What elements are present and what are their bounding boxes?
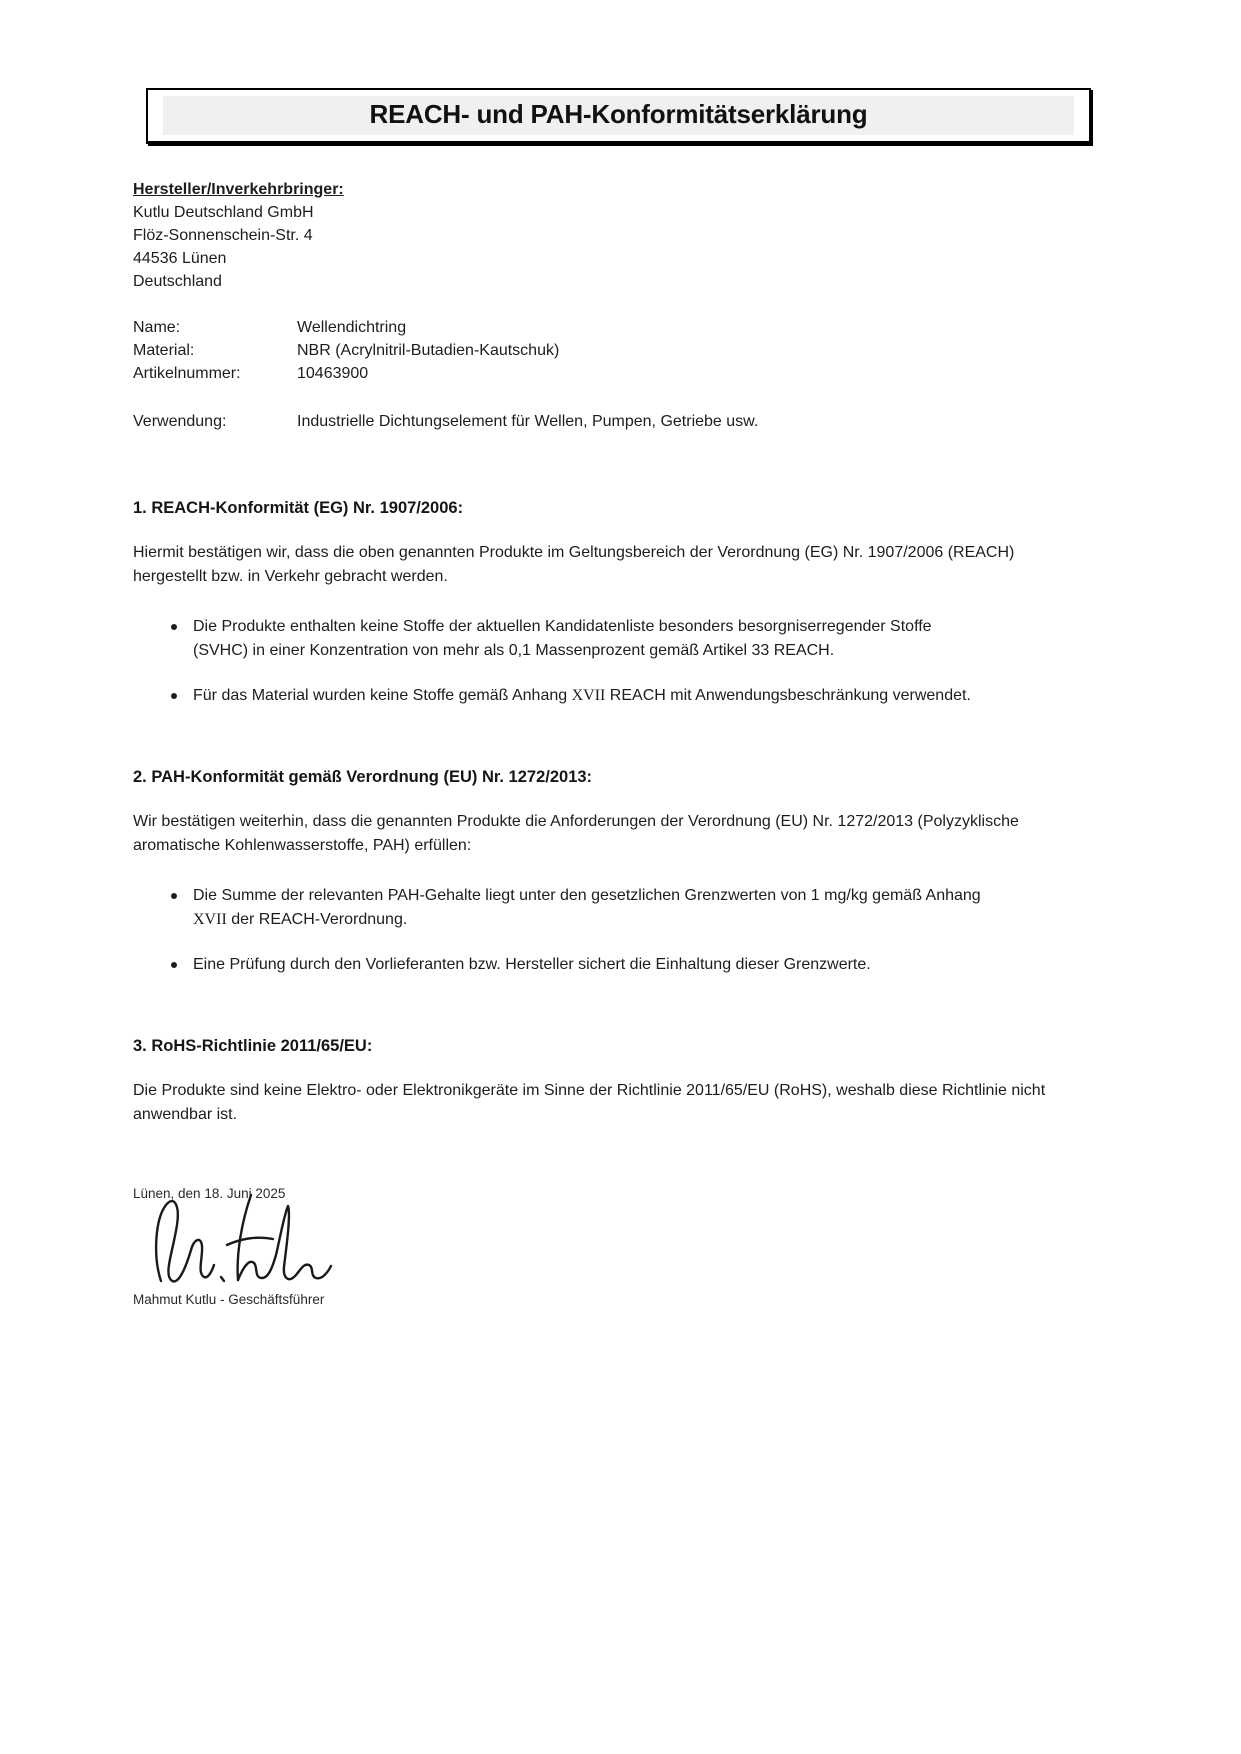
bullet-item [133, 615, 988, 663]
product-name-row [133, 316, 1048, 339]
manufacturer-company: Kutlu Deutschland GmbH [133, 204, 314, 221]
product-material-row [133, 339, 1048, 362]
document-title: REACH- und PAH-Konformitätserklärung [369, 99, 868, 129]
product-articlenumber-label: Artikelnummer: [133, 365, 241, 382]
manufacturer-country: Deutschland [133, 273, 222, 290]
section-2-bullet-list [133, 884, 1048, 977]
document-content [133, 178, 1048, 1309]
title-band [163, 96, 1074, 135]
signature-image [147, 1193, 1048, 1285]
bullet-item [133, 953, 988, 977]
place-date-line: Lünen, den 18. Juni 2025 [133, 1186, 286, 1201]
manufacturer-street: Flöz-Sonnenschein-Str. 4 [133, 227, 313, 244]
manufacturer-heading: Hersteller/Inverkehrbringer: [133, 181, 344, 198]
product-name-value: Wellendichtring [297, 319, 407, 336]
product-material-label: Material: [133, 342, 195, 359]
section-3-paragraph: Die Produkte sind keine Elektro- oder Elektronikgeräte im Sinne der Richtlinie 2011/65/EU (RoHS), weshalb diese Richtlinie nicht anwendbar ist. [133, 1082, 1046, 1123]
product-usage-value: Industrielle Dichtungselement für Wellen, Pumpen, Getriebe usw. [297, 413, 759, 430]
product-usage-row [133, 410, 1048, 433]
product-articlenumber-value: 10463900 [297, 365, 369, 382]
section-2-paragraph: Wir bestätigen weiterhin, dass die genannten Produkte die Anforderungen der Verordnung (EU) Nr. 1272/2013 (Polyzyklische aromatische Kohlenwasserstoffe, PAH) erfüllen: [133, 813, 1019, 854]
bullet-text: Die Summe der relevanten PAH-Gehalte liegt unter den gesetzlichen Grenzwerten von 1 mg/kg gemäß Anhang XVII der REACH-Verordnung. [193, 887, 981, 928]
document-title-box [146, 88, 1091, 144]
section-1-paragraph: Hiermit bestätigen wir, dass die oben genannten Produkte im Geltungsbereich der Verordnung (EG) Nr. 1907/2006 (REACH) hergestellt bzw. in Verkehr gebracht werden. [133, 544, 1015, 585]
bullet-text: Die Produkte enthalten keine Stoffe der aktuellen Kandidatenliste besonders besorgniserregender Stoffe (SVHC) in einer Konzentration von mehr als 0,1 Massenprozent gemäß Artikel 33 REACH. [193, 618, 932, 659]
bullet-item [133, 884, 988, 932]
product-info [133, 316, 1048, 385]
section-1-heading: 1. REACH-Konformität (EG) Nr. 1907/2006: [133, 499, 464, 517]
bullet-text: Für das Material wurden keine Stoffe gemäß Anhang XVII REACH mit Anwendungsbeschränkung verwendet. [193, 687, 971, 704]
signoff-block [133, 1185, 1048, 1309]
manufacturer-address [133, 201, 1048, 293]
signer-name-line: Mahmut Kutlu - Geschäftsführer [133, 1292, 325, 1307]
section-2-heading: 2. PAH-Konformität gemäß Verordnung (EU) Nr. 1272/2013: [133, 768, 593, 786]
product-name-label: Name: [133, 319, 181, 336]
product-articlenumber-row [133, 362, 1048, 385]
manufacturer-city: 44536 Lünen [133, 250, 227, 267]
bullet-text: Eine Prüfung durch den Vorlieferanten bzw. Hersteller sichert die Einhaltung dieser Grenzwerte. [193, 956, 871, 973]
bullet-item [133, 684, 988, 708]
section-1-bullet-list [133, 615, 1048, 708]
section-3-heading: 3. RoHS-Richtlinie 2011/65/EU: [133, 1037, 373, 1055]
product-usage-label: Verwendung: [133, 413, 227, 430]
product-material-value: NBR (Acrylnitril-Butadien-Kautschuk) [297, 342, 560, 359]
